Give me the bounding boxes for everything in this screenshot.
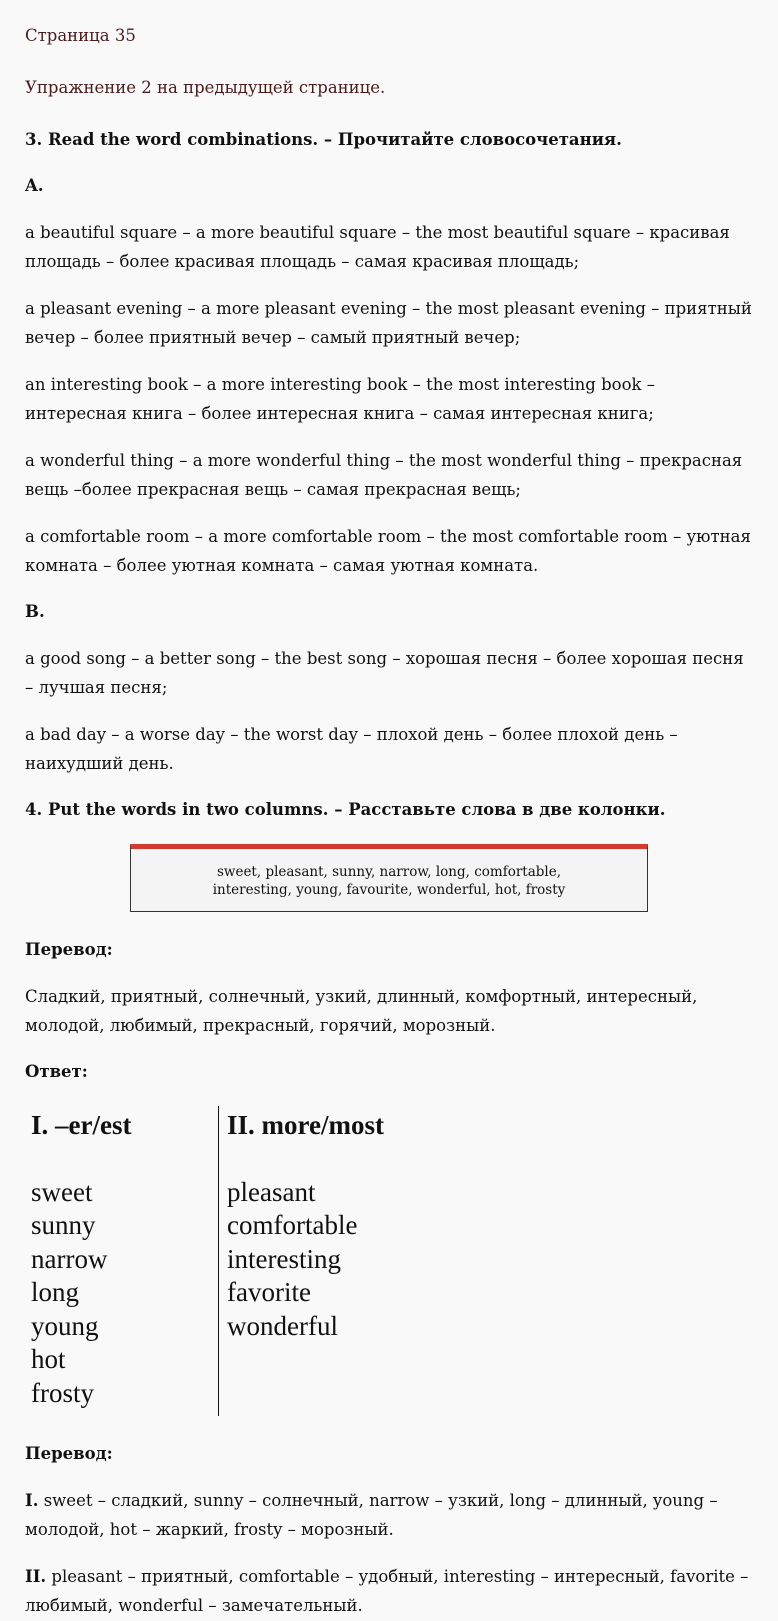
column-word: frosty <box>31 1377 94 1408</box>
column-word: young <box>31 1310 99 1341</box>
answer-label: Ответ: <box>25 1062 88 1081</box>
translation-text: Сладкий, приятный, солнечный, узкий, длинный, комфортный, интересный, молодой, любимый, прекрасный, горячий, морозный. <box>25 987 698 1035</box>
combo-item: a beautiful square – a more beautiful square – the most beautiful square – красивая площадь – более красивая площадь – самая красивая площадь; <box>25 223 730 271</box>
translation-column-1 <box>25 1486 753 1544</box>
section-b-label: B. <box>25 602 45 621</box>
combo-item: a wonderful thing – a more wonderful thing – the most wonderful thing – прекрасная вещь –более прекрасная вещь – самая прекрасная вещь; <box>25 451 743 499</box>
word-box-line: sweet, pleasant, sunny, narrow, long, comfortable, <box>216 864 562 880</box>
combo-item: an interesting book – a more interesting book – the most interesting book – интересная книга – более интересная книга – самая интересная книга; <box>25 375 655 423</box>
exercise-3-title: 3. Read the word combinations. – Прочитайте словосочетания. <box>25 130 622 149</box>
column-heading: I. –er/est <box>31 1110 132 1140</box>
column-word: favorite <box>227 1277 311 1307</box>
translation-words: pleasant – приятный, comfortable – удобный, interesting – интересный, favorite – любимый, wonderful – замечательный. <box>25 1567 749 1615</box>
translation-column-2 <box>25 1562 753 1620</box>
roman-numeral: I. <box>25 1491 39 1510</box>
column-word: hot <box>31 1344 66 1374</box>
translation-label: Перевод: <box>25 940 113 959</box>
column-word: wonderful <box>227 1310 338 1341</box>
page-label: Страница 35 <box>25 26 136 45</box>
column-more-most <box>219 1106 384 1416</box>
answer-columns <box>31 1106 753 1416</box>
column-heading: II. more/most <box>227 1110 384 1140</box>
column-er-est <box>31 1106 219 1416</box>
column-word: pleasant <box>227 1176 316 1207</box>
section-a-label: A. <box>25 176 44 195</box>
combo-item: a pleasant evening – a more pleasant evening – the most pleasant evening – приятный вечер – более приятный вечер – самый приятный вечер; <box>25 299 752 347</box>
exercise-4-title: 4. Put the words in two columns. – Расставьте слова в две колонки. <box>25 800 666 819</box>
translation-label-2: Перевод: <box>25 1444 113 1463</box>
combo-item: a comfortable room – a more comfortable room – the most comfortable room – уютная комната – более уютная комната – самая уютная комната. <box>25 527 751 575</box>
column-word: sweet <box>31 1176 93 1207</box>
column-word: interesting <box>227 1243 341 1274</box>
combo-item: a good song – a better song – the best song – хорошая песня – более хорошая песня – лучшая песня; <box>25 649 744 697</box>
exercise-note <box>25 74 753 102</box>
word-box-line: interesting, young, favourite, wonderful, hot, frosty <box>212 882 566 898</box>
word-box <box>130 844 648 912</box>
note-text: Упражнение 2 на предыдущей странице. <box>25 78 386 97</box>
column-word: long <box>31 1277 80 1307</box>
column-word: comfortable <box>227 1210 358 1240</box>
column-word: sunny <box>31 1210 96 1240</box>
page-number <box>25 22 753 50</box>
column-word: narrow <box>31 1243 108 1274</box>
combo-item: a bad day – a worse day – the worst day – плохой день – более плохой день – наихудший день. <box>25 725 678 773</box>
translation-words: sweet – сладкий, sunny – солнечный, narrow – узкий, long – длинный, young – молодой, hot – жаркий, frosty – морозный. <box>25 1491 718 1539</box>
word-box-wrapper <box>25 844 753 912</box>
roman-numeral: II. <box>25 1567 47 1586</box>
